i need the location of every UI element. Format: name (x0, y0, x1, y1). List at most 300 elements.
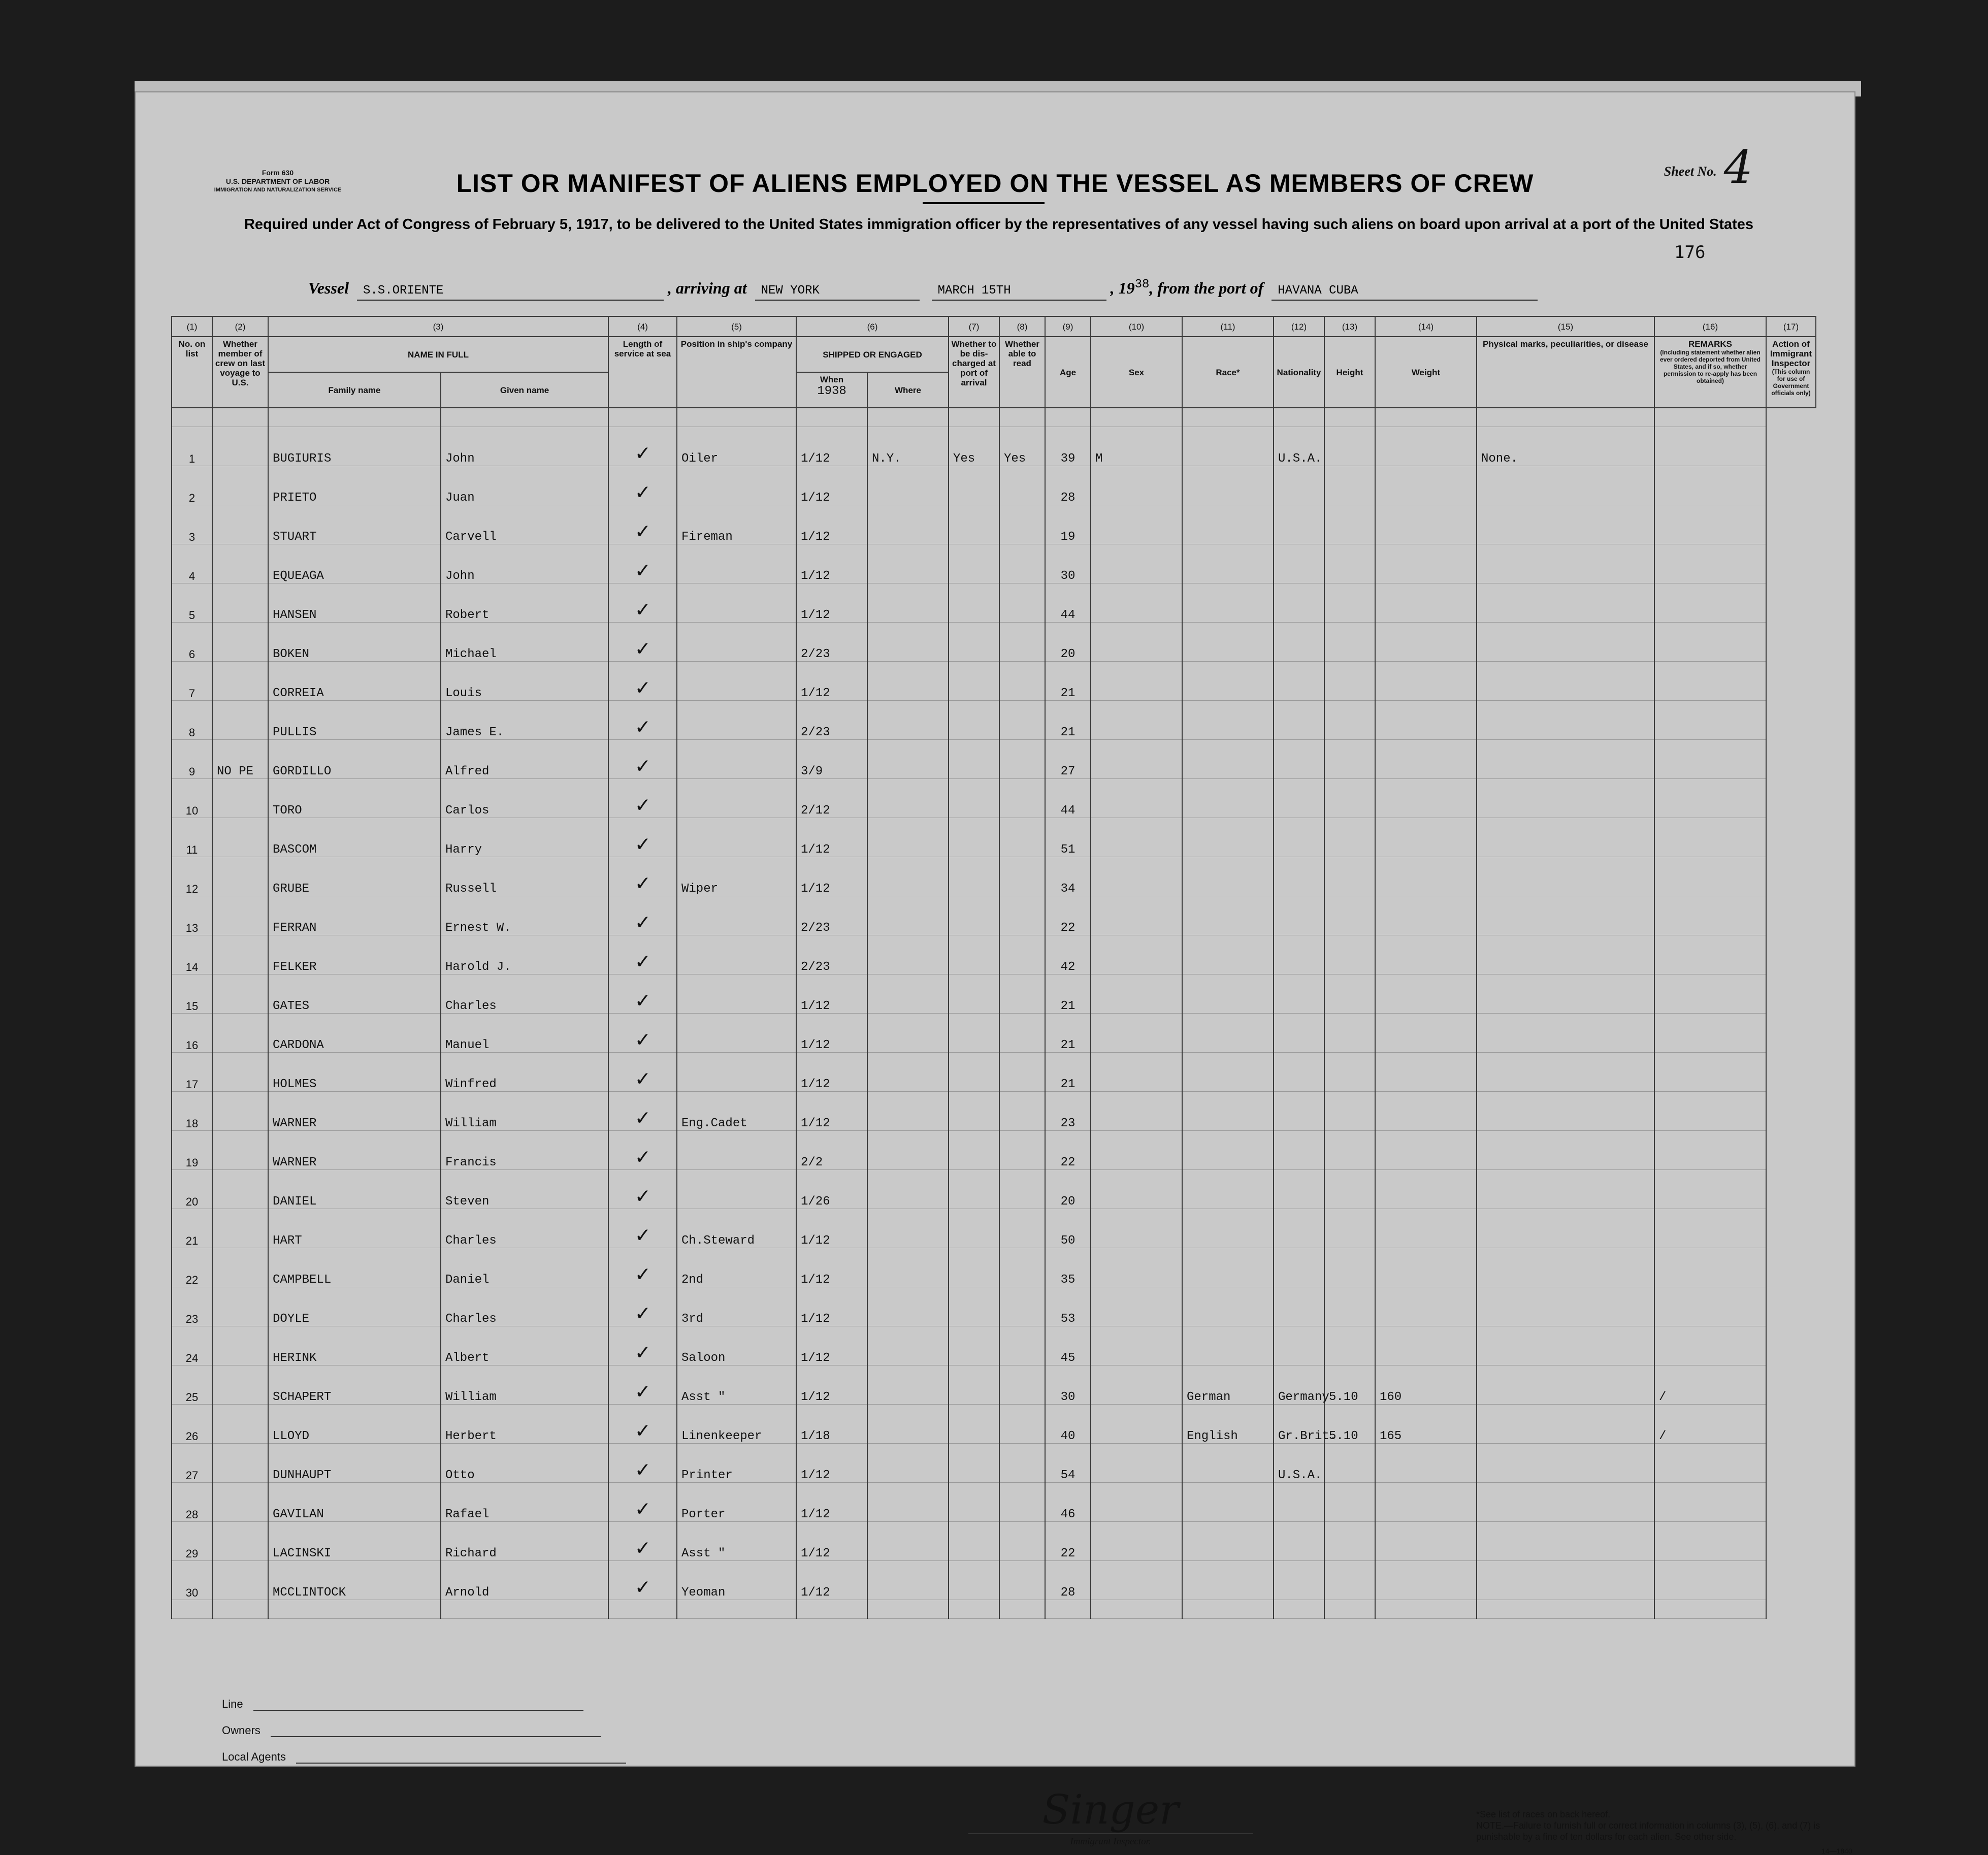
cell-sex (1091, 623, 1182, 662)
cell-sex (1091, 505, 1182, 544)
vessel-label: Vessel (308, 279, 349, 297)
cell-no: 19 (172, 1131, 212, 1170)
cell-weight (1375, 935, 1477, 974)
cell-family: BOKEN (268, 623, 441, 662)
cell-prev (212, 583, 268, 623)
cell-sex (1091, 701, 1182, 740)
cell-age: 28 (1045, 1561, 1091, 1600)
cell-family: GAVILAN (268, 1483, 441, 1522)
cell-weight (1375, 1209, 1477, 1248)
cell-where (867, 740, 949, 779)
cell-prev (212, 1287, 268, 1326)
manifest-sheet (135, 91, 1855, 1855)
column-header-row (172, 337, 1816, 372)
cell-nationality (1274, 1326, 1324, 1365)
cell-service: ✓ (608, 1014, 677, 1053)
cell-nationality (1274, 857, 1324, 896)
cell-remarks (1654, 935, 1766, 974)
cell-height (1324, 1326, 1375, 1365)
sheet-number-label: Sheet No. (1664, 164, 1717, 179)
cell-remarks (1654, 1287, 1766, 1326)
header-shipped: SHIPPED OR ENGAGED (796, 337, 949, 372)
cell-height (1324, 1522, 1375, 1561)
cell-service: ✓ (608, 583, 677, 623)
header-no-on-list: No. on list (172, 337, 212, 408)
cell-discharged (949, 1561, 999, 1600)
cell-position (677, 1170, 796, 1209)
cell-given: Harry (441, 818, 608, 857)
header-when (796, 372, 867, 408)
cell-height (1324, 1131, 1375, 1170)
cell-no: 9 (172, 740, 212, 779)
cell-position (677, 583, 796, 623)
cell-age: 27 (1045, 740, 1091, 779)
cell-when: 1/18 (796, 1405, 867, 1444)
cell-prev (212, 701, 268, 740)
cell-physical (1477, 1326, 1654, 1365)
table-spacer-row (172, 408, 1816, 427)
cell-no: 8 (172, 701, 212, 740)
cell-race (1182, 857, 1274, 896)
cell-remarks (1654, 1053, 1766, 1092)
cell-service: ✓ (608, 1248, 677, 1287)
cell-remarks (1654, 1209, 1766, 1248)
cell-physical (1477, 1131, 1654, 1170)
table-row (172, 1483, 1816, 1522)
cell-service: ✓ (608, 818, 677, 857)
cell-family: STUART (268, 505, 441, 544)
cell-position: Wiper (677, 857, 796, 896)
cell-race (1182, 1561, 1274, 1600)
col-num: (3) (268, 316, 608, 337)
cell-no: 21 (172, 1209, 212, 1248)
cell-prev (212, 935, 268, 974)
cell-remarks (1654, 857, 1766, 896)
cell-no: 15 (172, 974, 212, 1014)
cell-physical (1477, 505, 1654, 544)
header-age: Age (1045, 337, 1091, 408)
col-num: (13) (1324, 316, 1375, 337)
cell-read (999, 505, 1045, 544)
cell-race: German (1182, 1365, 1274, 1405)
cell-age: 51 (1045, 818, 1091, 857)
col-num: (2) (212, 316, 268, 337)
cell-read (999, 1014, 1045, 1053)
header-read: Whether able to read (999, 337, 1045, 408)
cell-given: William (441, 1365, 608, 1405)
cell-service: ✓ (608, 1209, 677, 1248)
cell-remarks (1654, 623, 1766, 662)
cell-nationality (1274, 896, 1324, 935)
cell-no: 5 (172, 583, 212, 623)
cell-prev (212, 1405, 268, 1444)
cell-prev (212, 544, 268, 583)
cell-race (1182, 1170, 1274, 1209)
cell-when: 2/12 (796, 779, 867, 818)
table-spacer-row (172, 1600, 1816, 1619)
cell-given: Arnold (441, 1561, 608, 1600)
crew-manifest-table (171, 316, 1816, 1619)
cell-race (1182, 1483, 1274, 1522)
cell-read (999, 779, 1045, 818)
cell-sex (1091, 1405, 1182, 1444)
cell-family: CARDONA (268, 1014, 441, 1053)
cell-age: 21 (1045, 1014, 1091, 1053)
cell-remarks (1654, 1561, 1766, 1600)
table-row (172, 1014, 1816, 1053)
cell-physical (1477, 466, 1654, 505)
owners-field (271, 1736, 601, 1737)
cell-height (1324, 818, 1375, 857)
cell-weight (1375, 1248, 1477, 1287)
cell-prev (212, 1209, 268, 1248)
cell-sex (1091, 662, 1182, 701)
cell-prev (212, 1053, 268, 1092)
cell-discharged (949, 1326, 999, 1365)
cell-height (1324, 1170, 1375, 1209)
cell-position (677, 818, 796, 857)
cell-physical (1477, 662, 1654, 701)
cell-given: Carvell (441, 505, 608, 544)
cell-position (677, 544, 796, 583)
cell-sex (1091, 544, 1182, 583)
cell-sex (1091, 1561, 1182, 1600)
cell-given: Herbert (441, 1405, 608, 1444)
header-when-label: When (820, 375, 844, 384)
cell-weight (1375, 544, 1477, 583)
cell-weight (1375, 779, 1477, 818)
cell-prev (212, 1131, 268, 1170)
cell-remarks (1654, 544, 1766, 583)
cell-position (677, 974, 796, 1014)
header-sex: Sex (1091, 337, 1182, 408)
cell-physical (1477, 779, 1654, 818)
cell-discharged (949, 1444, 999, 1483)
cell-height (1324, 779, 1375, 818)
cell-sex: M (1091, 427, 1182, 466)
cell-read (999, 662, 1045, 701)
cell-weight (1375, 1483, 1477, 1522)
table-row (172, 427, 1816, 466)
cell-service: ✓ (608, 1561, 677, 1600)
cell-position: 2nd (677, 1248, 796, 1287)
col-num: (15) (1477, 316, 1654, 337)
cell-given: Ernest W. (441, 896, 608, 935)
cell-no: 6 (172, 623, 212, 662)
cell-read (999, 1053, 1045, 1092)
header-remarks-title: REMARKS (1688, 339, 1732, 349)
cell-when: 1/12 (796, 818, 867, 857)
cell-sex (1091, 1444, 1182, 1483)
cell-where: N.Y. (867, 427, 949, 466)
col-num: (17) (1766, 316, 1816, 337)
header-position: Position in ship's company (677, 337, 796, 408)
col-num: (14) (1375, 316, 1477, 337)
cell-age: 30 (1045, 544, 1091, 583)
cell-physical (1477, 1014, 1654, 1053)
cell-position (677, 623, 796, 662)
header-action-title: Action of Immigrant Inspector (1770, 339, 1812, 368)
footer-notes (1476, 1809, 1832, 1842)
cell-when: 1/12 (796, 1287, 867, 1326)
cell-given: James E. (441, 701, 608, 740)
table-row (172, 1053, 1816, 1092)
cell-sex (1091, 1248, 1182, 1287)
cell-nationality (1274, 974, 1324, 1014)
cell-when: 1/12 (796, 662, 867, 701)
table-row (172, 974, 1816, 1014)
cell-physical (1477, 818, 1654, 857)
cell-given: Rafael (441, 1483, 608, 1522)
cell-position: Asst " (677, 1365, 796, 1405)
cell-age: 21 (1045, 701, 1091, 740)
cell-discharged (949, 466, 999, 505)
header-nationality: Nationality (1274, 337, 1324, 408)
cell-remarks (1654, 1522, 1766, 1561)
header-race: Race* (1182, 337, 1274, 408)
cell-when: 1/12 (796, 1326, 867, 1365)
cell-prev (212, 505, 268, 544)
cell-given: Manuel (441, 1014, 608, 1053)
cell-age: 42 (1045, 935, 1091, 974)
cell-age: 40 (1045, 1405, 1091, 1444)
cell-physical (1477, 1248, 1654, 1287)
cell-service: ✓ (608, 466, 677, 505)
cell-race: English (1182, 1405, 1274, 1444)
cell-height (1324, 466, 1375, 505)
cell-where (867, 1209, 949, 1248)
cell-age: 22 (1045, 1522, 1091, 1561)
col-num: (9) (1045, 316, 1091, 337)
cell-when: 2/23 (796, 623, 867, 662)
cell-where (867, 1287, 949, 1326)
cell-remarks (1654, 1131, 1766, 1170)
form-number: Form 630 (262, 169, 294, 177)
cell-race (1182, 1444, 1274, 1483)
cell-family: PULLIS (268, 701, 441, 740)
cell-weight (1375, 974, 1477, 1014)
cell-read (999, 466, 1045, 505)
cell-no: 7 (172, 662, 212, 701)
cell-weight (1375, 1326, 1477, 1365)
cell-family: GRUBE (268, 857, 441, 896)
cell-physical: None. (1477, 427, 1654, 466)
cell-age: 19 (1045, 505, 1091, 544)
cell-position (677, 701, 796, 740)
cell-nationality (1274, 740, 1324, 779)
cell-given: William (441, 1092, 608, 1131)
cell-nationality: U.S.A. (1274, 1444, 1324, 1483)
cell-age: 35 (1045, 1248, 1091, 1287)
cell-weight: 165 (1375, 1405, 1477, 1444)
header-family-name: Family name (268, 372, 441, 408)
cell-age: 20 (1045, 1170, 1091, 1209)
cell-read (999, 818, 1045, 857)
cell-remarks: / (1654, 1365, 1766, 1405)
cell-height (1324, 701, 1375, 740)
cell-service: ✓ (608, 1326, 677, 1365)
cell-service: ✓ (608, 857, 677, 896)
cell-position (677, 779, 796, 818)
year-prefix: , 19 (1110, 279, 1135, 297)
cell-when: 2/2 (796, 1131, 867, 1170)
cell-read (999, 896, 1045, 935)
cell-remarks: / (1654, 1405, 1766, 1444)
cell-age: 28 (1045, 466, 1091, 505)
cell-given: Harold J. (441, 935, 608, 974)
cell-read (999, 1365, 1045, 1405)
cell-remarks (1654, 896, 1766, 935)
cell-weight (1375, 701, 1477, 740)
cell-when: 1/12 (796, 974, 867, 1014)
cell-discharged (949, 1248, 999, 1287)
cell-prev (212, 427, 268, 466)
cell-race (1182, 544, 1274, 583)
cell-discharged (949, 1365, 999, 1405)
cell-height (1324, 1092, 1375, 1131)
cell-where (867, 1053, 949, 1092)
cell-where (867, 1522, 949, 1561)
cell-read (999, 1405, 1045, 1444)
cell-physical (1477, 1444, 1654, 1483)
signature-text: Singer (968, 1786, 1253, 1834)
cell-remarks (1654, 505, 1766, 544)
cell-given: Richard (441, 1522, 608, 1561)
cell-service: ✓ (608, 623, 677, 662)
cell-read (999, 583, 1045, 623)
cell-when: 1/12 (796, 1365, 867, 1405)
cell-no: 3 (172, 505, 212, 544)
table-row (172, 505, 1816, 544)
cell-when: 1/12 (796, 857, 867, 896)
cell-age: 44 (1045, 779, 1091, 818)
table-row (172, 1170, 1816, 1209)
print-code: 14—1840 (1821, 1847, 1852, 1855)
cell-prev: NO PE (212, 740, 268, 779)
cell-sex (1091, 1170, 1182, 1209)
cell-no: 27 (172, 1444, 212, 1483)
table-row (172, 1561, 1816, 1600)
cell-race (1182, 427, 1274, 466)
cell-read (999, 740, 1045, 779)
cell-no: 20 (172, 1170, 212, 1209)
cell-position (677, 740, 796, 779)
cell-given: Francis (441, 1131, 608, 1170)
cell-sex (1091, 779, 1182, 818)
table-row (172, 1522, 1816, 1561)
column-number-row (172, 316, 1816, 337)
cell-service: ✓ (608, 662, 677, 701)
arrival-port: NEW YORK (755, 284, 920, 301)
cell-race (1182, 1209, 1274, 1248)
cell-physical (1477, 1053, 1654, 1092)
cell-where (867, 583, 949, 623)
cell-no: 2 (172, 466, 212, 505)
cell-race (1182, 466, 1274, 505)
cell-height: 5.10 (1324, 1365, 1375, 1405)
cell-no: 13 (172, 896, 212, 935)
cell-nationality (1274, 1287, 1324, 1326)
cell-remarks (1654, 1092, 1766, 1131)
cell-race (1182, 1248, 1274, 1287)
cell-where (867, 818, 949, 857)
cell-sex (1091, 1053, 1182, 1092)
cell-discharged (949, 701, 999, 740)
col-num: (16) (1654, 316, 1766, 337)
cell-remarks (1654, 974, 1766, 1014)
cell-remarks (1654, 740, 1766, 779)
cell-discharged (949, 1053, 999, 1092)
header-action-note: (This column for use of Government officials only) (1771, 368, 1811, 397)
cell-when: 1/12 (796, 1209, 867, 1248)
cell-remarks (1654, 1248, 1766, 1287)
cell-position: Oiler (677, 427, 796, 466)
cell-physical (1477, 623, 1654, 662)
penalty-note: NOTE.—Failure to furnish full or correct information in columns (3), (5), (6), and (7) is punishable by a fine of ten dollars for each alien. See other side. (1476, 1820, 1820, 1842)
cell-prev (212, 1561, 268, 1600)
cell-height (1324, 1209, 1375, 1248)
header-discharged: Whether to be dis-charged at port of arrival (949, 337, 999, 408)
cell-nationality (1274, 1053, 1324, 1092)
cell-family: DUNHAUPT (268, 1444, 441, 1483)
cell-when: 1/12 (796, 466, 867, 505)
cell-where (867, 1483, 949, 1522)
cell-service: ✓ (608, 896, 677, 935)
table-row (172, 1405, 1816, 1444)
cell-weight: 160 (1375, 1365, 1477, 1405)
cell-discharged (949, 505, 999, 544)
cell-discharged: Yes (949, 427, 999, 466)
cell-discharged (949, 857, 999, 896)
table-row (172, 1444, 1816, 1483)
cell-read (999, 1561, 1045, 1600)
cell-physical (1477, 896, 1654, 935)
cell-family: TORO (268, 779, 441, 818)
cell-height (1324, 1287, 1375, 1326)
cell-when: 1/12 (796, 583, 867, 623)
cell-sex (1091, 818, 1182, 857)
cell-prev (212, 857, 268, 896)
cell-position (677, 1131, 796, 1170)
cell-when: 1/12 (796, 505, 867, 544)
cell-prev (212, 1248, 268, 1287)
cell-no: 26 (172, 1405, 212, 1444)
header-when-year: 1938 (817, 384, 846, 398)
cell-age: 21 (1045, 1053, 1091, 1092)
cell-weight (1375, 583, 1477, 623)
cell-nationality (1274, 466, 1324, 505)
vessel-line (308, 278, 1542, 301)
cell-service: ✓ (608, 1170, 677, 1209)
cell-when: 1/12 (796, 1444, 867, 1483)
arrival-date: MARCH 15TH (932, 284, 1106, 301)
cell-given: Charles (441, 1209, 608, 1248)
cell-nationality (1274, 583, 1324, 623)
table-row (172, 1326, 1816, 1365)
cell-physical (1477, 1365, 1654, 1405)
agents-field (296, 1763, 626, 1764)
cell-service: ✓ (608, 427, 677, 466)
cell-service: ✓ (608, 740, 677, 779)
cell-age: 46 (1045, 1483, 1091, 1522)
cell-race (1182, 1092, 1274, 1131)
cell-service: ✓ (608, 701, 677, 740)
col-num: (4) (608, 316, 677, 337)
cell-height (1324, 1561, 1375, 1600)
cell-read (999, 1170, 1045, 1209)
cell-race (1182, 623, 1274, 662)
cell-weight (1375, 466, 1477, 505)
